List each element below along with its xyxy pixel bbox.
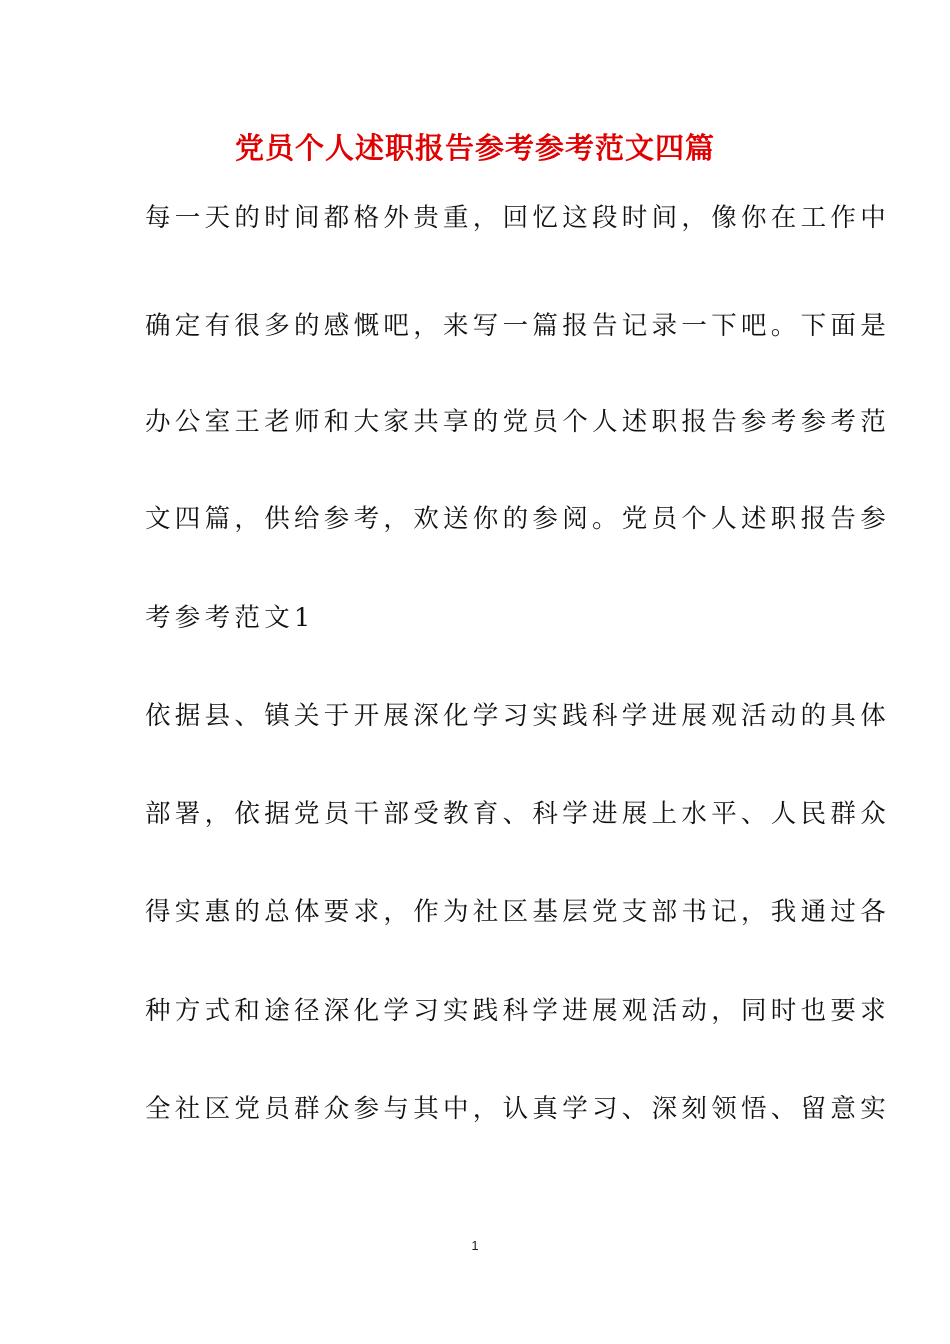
page-number: 1	[471, 1238, 479, 1253]
body-line: 部署，依据党员干部受教育、科学进展上水平、人民群众	[145, 799, 891, 829]
body-line: 考参考范文1	[145, 603, 315, 633]
body-line: 依据县、镇关于开展深化学习实践科学进展观活动的具体	[145, 701, 891, 731]
body-line: 文四篇，供给参考，欢送你的参阅。党员个人述职报告参	[145, 504, 891, 534]
body-line: 确定有很多的感慨吧，来写一篇报告记录一下吧。下面是	[145, 311, 891, 341]
body-line: 办公室王老师和大家共享的党员个人述职报告参考参考范	[145, 407, 891, 437]
body-line: 全社区党员群众参与其中，认真学习、深刻领悟、留意实	[145, 1094, 891, 1124]
document-title: 党员个人述职报告参考参考范文四篇	[234, 131, 715, 165]
body-line: 得实惠的总体要求，作为社区基层党支部书记，我通过各	[145, 897, 891, 927]
body-line: 种方式和途径深化学习实践科学进展观活动，同时也要求	[145, 996, 891, 1026]
body-line: 每一天的时间都格外贵重，回忆这段时间，像你在工作中	[145, 203, 891, 233]
